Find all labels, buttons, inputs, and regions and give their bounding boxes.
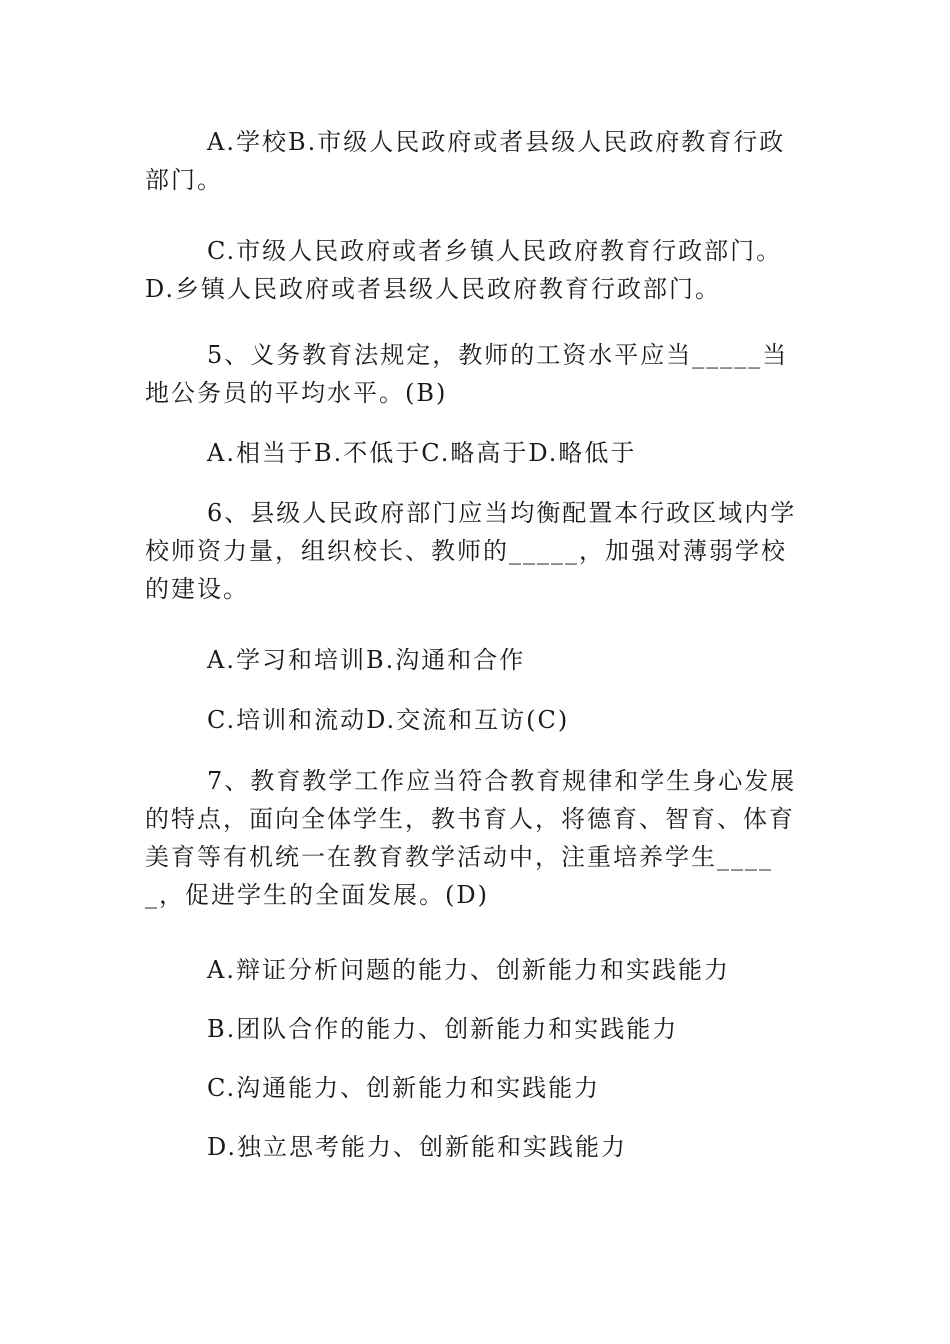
- answer-options-q4-ab: A.学校B.市级人民政府或者县级人民政府教育行政部门。: [145, 128, 786, 194]
- answer-options-q4-cd: C.市级人民政府或者乡镇人民政府教育行政部门。D.乡镇人民政府或者县级人民政府教育行政部门。: [145, 237, 783, 303]
- answer-option-q7-d: D.独立思考能力、创新能和实践能力: [207, 1133, 628, 1161]
- answer-option-q7-a: A.辩证分析问题的能力、创新能力和实践能力: [207, 956, 730, 984]
- question-5: 5、义务教育法规定，教师的工资水平应当_____当地公务员的平均水平。(B): [145, 341, 789, 407]
- answer-options-q5: A.相当于B.不低于C.略高于D.略低于: [207, 439, 637, 467]
- question-7: 7、教育教学工作应当符合教育规律和学生身心发展的特点，面向全体学生，教书育人，将德育、智育、体育美育等有机统一在教育教学活动中，注重培养学生_____，促进学生的全面发展。(D): [145, 767, 797, 909]
- question-6: 6、县级人民政府部门应当均衡配置本行政区域内学校师资力量，组织校长、教师的_____，加强对薄弱学校的建设。: [145, 499, 797, 603]
- answer-option-q7-b: B.团队合作的能力、创新能力和实践能力: [207, 1015, 679, 1043]
- answer-options-q6-cd: C.培训和流动D.交流和互访(C): [207, 706, 570, 734]
- answer-options-q6-ab: A.学习和培训B.沟通和合作: [207, 646, 526, 674]
- answer-option-q7-c: C.沟通能力、创新能力和实践能力: [207, 1074, 601, 1102]
